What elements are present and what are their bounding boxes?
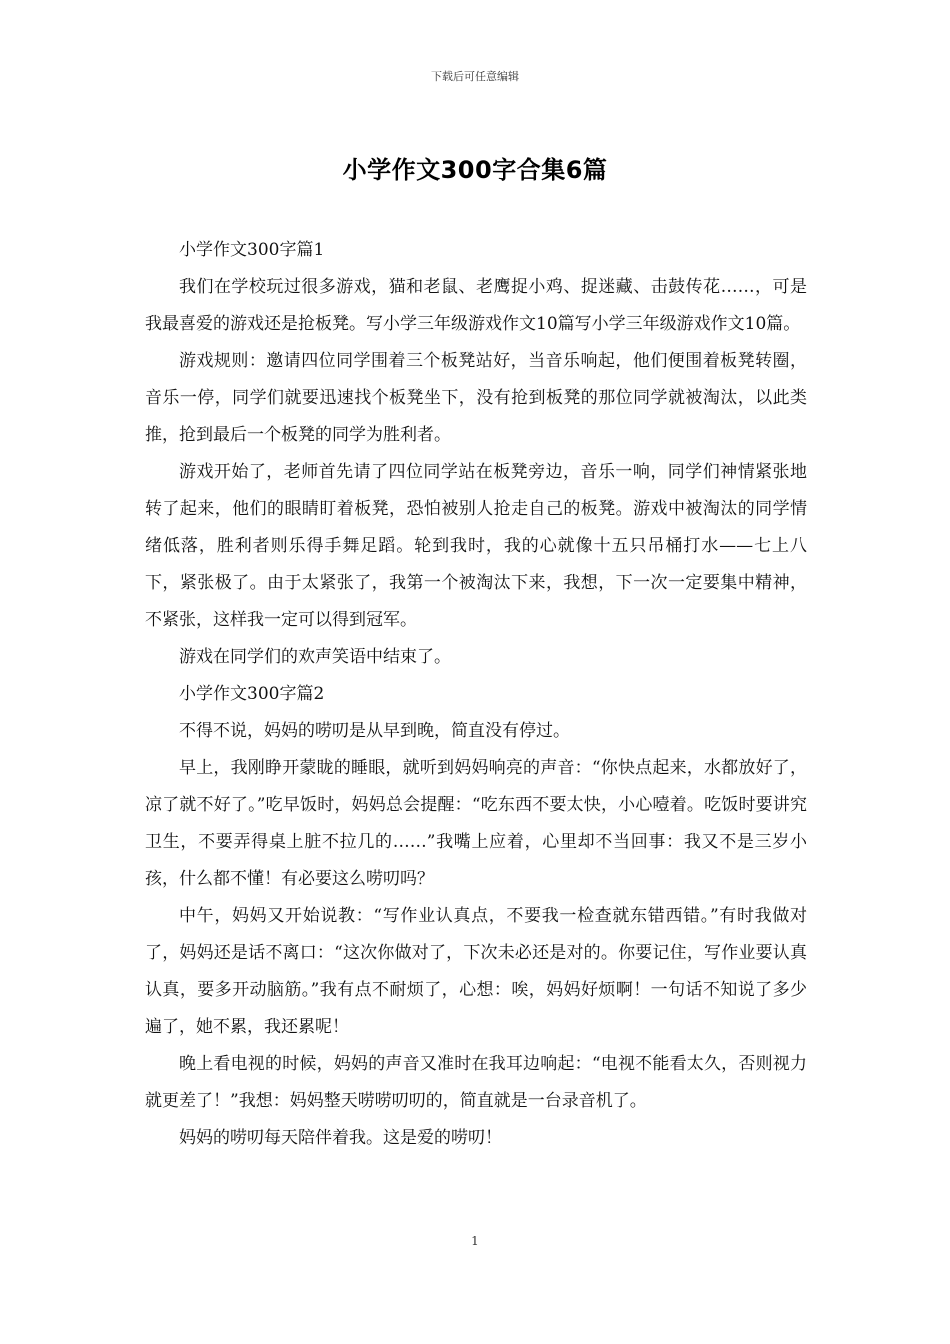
- section-heading: 小学作文300字篇2: [179, 684, 325, 704]
- page-number: 1: [471, 1234, 479, 1248]
- paragraph: 不得不说，妈妈的唠叨是从早到晚，简直没有停过。: [179, 721, 570, 741]
- paragraph: 妈妈的唠叨每天陪伴着我。这是爱的唠叨！: [179, 1128, 502, 1148]
- paragraph: 游戏开始了，老师首先请了四位同学站在板凳旁边，音乐一响，同学们神情紧张地转了起来，他们的眼睛盯着板凳，恐怕被别人抢走自己的板凳。游戏中被淘汰的同学情绪低落，胜利者则乐得手舞足蹈。轮到我时，我的心就像十五只吊桶打水——七上八下，紧张极了。由于太紧张了，我第一个被淘汰下来，我想，下一次一定要集中精神，不紧张，这样我一定可以得到冠军。: [145, 462, 807, 630]
- document-title: 小学作文300字合集6篇: [342, 156, 608, 184]
- header-note: 下载后可任意编辑: [431, 70, 519, 83]
- document-body: [145, 232, 807, 1157]
- paragraph: 早上，我刚睁开蒙眬的睡眼，就听到妈妈响亮的声音：“你快点起来，水都放好了，凉了就不好了。”吃早饭时，妈妈总会提醒：“吃东西不要太快，小心噎着。吃饭时要讲究卫生，不要弄得桌上脏不拉几的……”我嘴上应着，心里却不当回事：我又不是三岁小孩，什么都不懂！有必要这么唠叨吗？: [145, 758, 807, 889]
- paragraph: 游戏在同学们的欢声笑语中结束了。: [179, 647, 451, 667]
- paragraph: 中午，妈妈又开始说教：“写作业认真点，不要我一检查就东错西错。”有时我做对了，妈妈还是话不离口：“这次你做对了，下次未必还是对的。你要记住，写作业要认真认真，要多开动脑筋。”我有点不耐烦了，心想：唉，妈妈好烦啊！一句话不知说了多少遍了，她不累，我还累呢！: [145, 906, 807, 1037]
- paragraph: 我们在学校玩过很多游戏，猫和老鼠、老鹰捉小鸡、捉迷藏、击鼓传花……，可是我最喜爱的游戏还是抢板凳。写小学三年级游戏作文10篇写小学三年级游戏作文10篇。: [145, 277, 807, 334]
- paragraph: 游戏规则：邀请四位同学围着三个板凳站好，当音乐响起，他们便围着板凳转圈，音乐一停，同学们就要迅速找个板凳坐下，没有抢到板凳的那位同学就被淘汰，以此类推，抢到最后一个板凳的同学为胜利者。: [145, 351, 807, 445]
- section-heading: 小学作文300字篇1: [179, 240, 325, 260]
- paragraph: 晚上看电视的时候，妈妈的声音又准时在我耳边响起：“电视不能看太久，否则视力就更差了！”我想：妈妈整天唠唠叨叨的，简直就是一台录音机了。: [145, 1054, 807, 1111]
